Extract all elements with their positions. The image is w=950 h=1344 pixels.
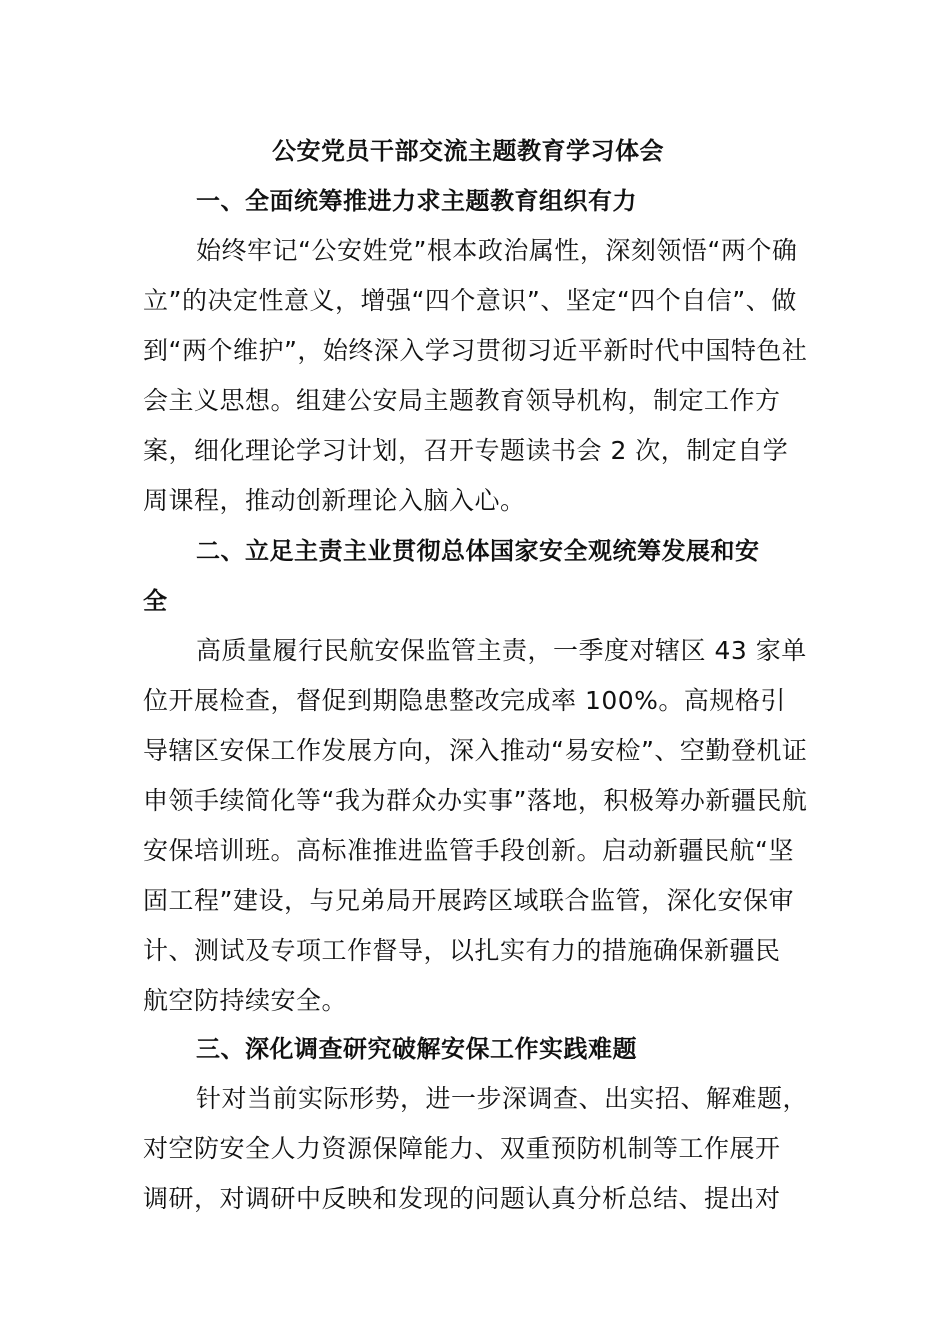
paragraph-line: 安保培训班。高标准推进监管手段创新。启动新疆民航“坚 [143,836,794,865]
paragraph-line: 会主义思想。组建公安局主题教育领导机构，制定工作方 [143,386,781,415]
paragraph-line: 航空防持续安全。 [143,986,348,1015]
document-title: 公安党员干部交流主题教育学习体会 [272,137,664,165]
section-heading-2: 二、立足主责主业贯彻总体国家安全观统筹发展和安 [196,537,760,565]
paragraph-line: 针对当前实际形势，进一步深调查、出实招、解难题， [196,1084,809,1113]
paragraph-line: 立”的决定性意义，增强“四个意识”、坚定“四个自信”、做 [143,286,797,315]
paragraph-line: 高质量履行民航安保监管主责，一季度对辖区 43 家单 [196,636,807,665]
section-heading-3: 三、深化调查研究破解安保工作实践难题 [196,1035,637,1063]
paragraph-line: 位开展检查，督促到期隐患整改完成率 100%。高规格引 [143,686,786,715]
paragraph-line: 申领手续简化等“我为群众办实事”落地，积极筹办新疆民航 [143,786,808,815]
paragraph-line: 周课程，推动创新理论入脑入心。 [143,486,526,515]
paragraph-line: 到“两个维护”，始终深入学习贯彻习近平新时代中国特色社 [143,336,808,365]
section-heading-2-continued: 全 [143,587,168,615]
paragraph-line: 始终牢记“公安姓党”根本政治属性，深刻领悟“两个确 [196,236,798,265]
paragraph-line: 固工程”建设，与兄弟局开展跨区域联合监管，深化安保审 [143,886,794,915]
section-heading-1: 一、全面统筹推进力求主题教育组织有力 [196,187,637,215]
paragraph-line: 对空防安全人力资源保障能力、双重预防机制等工作展开 [143,1134,781,1163]
paragraph-line: 计、测试及专项工作督导，以扎实有力的措施确保新疆民 [143,936,781,965]
paragraph-line: 调研，对调研中反映和发现的问题认真分析总结、提出对 [143,1184,781,1213]
paragraph-line: 导辖区安保工作发展方向，深入推动“易安检”、空勤登机证 [143,736,808,765]
paragraph-line: 案，细化理论学习计划，召开专题读书会 2 次，制定自学 [143,436,789,465]
